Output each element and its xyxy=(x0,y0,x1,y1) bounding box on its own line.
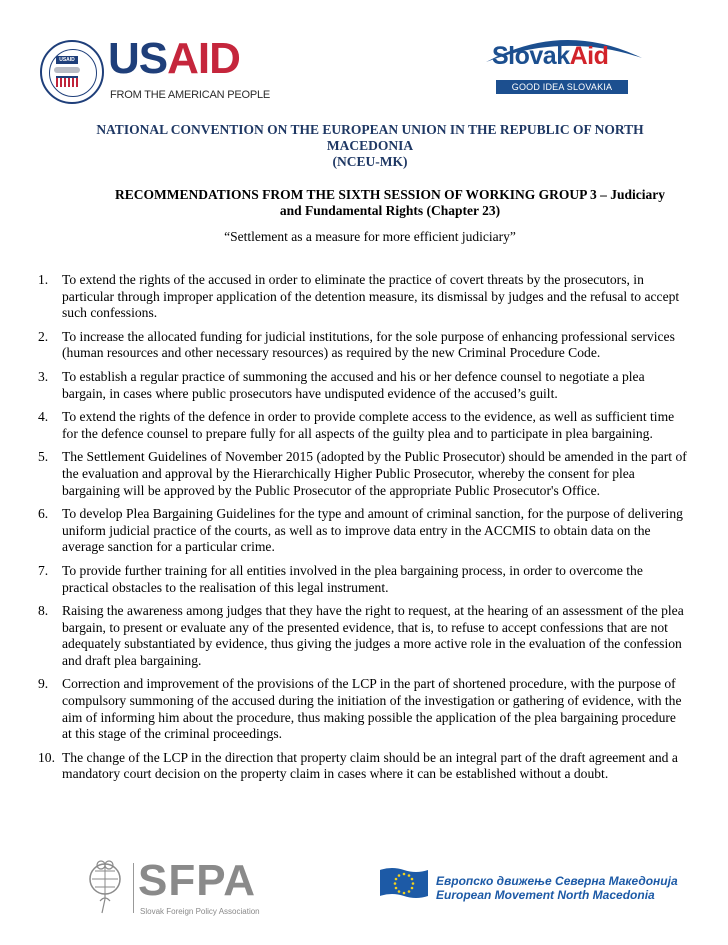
list-item: 9. Correction and improvement of the provisions of the LCP in the part of shortened procedure, with the purpose of compulsory summoning of the accused during the initiation of the investigation or gathering of evidence, with the aim of informing him about the procedure, thus making possible the application of the plea bargaining procedure at this stage of the criminal proceedings. xyxy=(38,676,682,742)
usaid-seal-tag: USAID xyxy=(56,56,78,64)
list-item: 2. To increase the allocated funding for judicial institutions, for the sole purpose of enhancing professional services (human resources and other necessary resources) as required by the new Criminal Procedure Code. xyxy=(38,328,675,361)
sfpa-tagline: Slovak Foreign Policy Association xyxy=(140,907,260,916)
handshake-icon xyxy=(54,67,80,73)
list-item: 7. To provide further training for all entities involved in the plea bargaining process, in order to overcome the practical obstacles to the realisation of this legal instrument. xyxy=(38,562,643,595)
usaid-wordmark: USAID xyxy=(108,34,240,83)
header-logos xyxy=(0,0,728,110)
usaid-tagline: FROM THE AMERICAN PEOPLE xyxy=(110,89,271,101)
list-item: 1. To extend the rights of the accused in order to eliminate the practice of covert threats by the prosecutors, in particular through improper application of the detention measure, its dismissal by judges and the refusal to accept such confessions. xyxy=(38,272,680,321)
footer-logos xyxy=(0,850,728,930)
list-item: 5. The Settlement Guidelines of November 2015 (adopted by the Public Prosecutor) should be amended in the part of the evaluation and approval by the Hierarchically Higher Public Prosecutor, whereby the consent for plea bargaining will be approved by the Public Prosecutor of the appropriate Public Prosecutor's Office. xyxy=(38,449,687,498)
eu-flag-icon xyxy=(378,866,430,900)
convention-heading: NATIONAL CONVENTION ON THE EUROPEAN UNION IN THE REPUBLIC OF NORTH MACEDONIA (NCEU-MK) xyxy=(96,122,644,169)
sfpa-wordmark: SFPA xyxy=(138,856,257,905)
sfpa-logo xyxy=(84,855,274,920)
document-title: RECOMMENDATIONS FROM THE SIXTH SESSION OF WORKING GROUP 3 – Judiciary and Fundamental Rights (Chapter 23) xyxy=(114,187,666,218)
usaid-logo xyxy=(40,34,271,106)
list-item: 8. Raising the awareness among judges that they have the right to request, at the hearing of an assessment of the plea bargain, to present or evaluate any of the presented evidence, that is, to refuse to accept confessions that are not adequately substantiated by evidence, thus giving the judges a more active role in the evaluation of the confession and draft plea bargaining. xyxy=(38,603,684,668)
slovakaid-logo xyxy=(476,28,652,98)
stripes-icon xyxy=(56,76,78,87)
list-item: 3. To establish a regular practice of summoning the accused and his or her defence counsel to negotiate a plea bargain, in cases where public prosecutors have undisputed evidence of the accused’s guilt. xyxy=(38,368,645,401)
list-item: 4. To extend the rights of the defence in order to provide complete access to the evidence, as well as sufficient time for the defence counsel to prepare fully for all aspects of the guilty plea and to participate in plea bargaining. xyxy=(38,409,675,441)
european-movement-logo xyxy=(378,864,678,904)
usaid-seal-icon xyxy=(40,40,104,104)
emnm-name-macedonian: Европско движење Северна Македонија xyxy=(436,874,678,888)
document-subtitle: “Settlement as a measure for more efficient judiciary” xyxy=(224,229,516,244)
emnm-name-english: European Movement North Macedonia xyxy=(436,888,655,902)
slovakaid-tagline: GOOD IDEA SLOVAKIA xyxy=(496,80,628,94)
list-item: 6. To develop Plea Bargaining Guidelines for the type and amount of criminal sanction, for the purpose of delivering uniform judicial practice of the courts, as well as to improve data entry in the ACCMIS to obtain data on the average sanction for a particular crime. xyxy=(38,506,683,555)
slovakaid-wordmark: SlovakAid xyxy=(492,42,609,70)
list-item: 10. The change of the LCP in the direction that property claim should be an integral part of the draft agreement and a mandatory court decision on the property claim in cases where it can be established without a doubt. xyxy=(38,749,678,782)
globe-flower-icon xyxy=(84,855,126,917)
recommendations-list xyxy=(38,272,688,790)
